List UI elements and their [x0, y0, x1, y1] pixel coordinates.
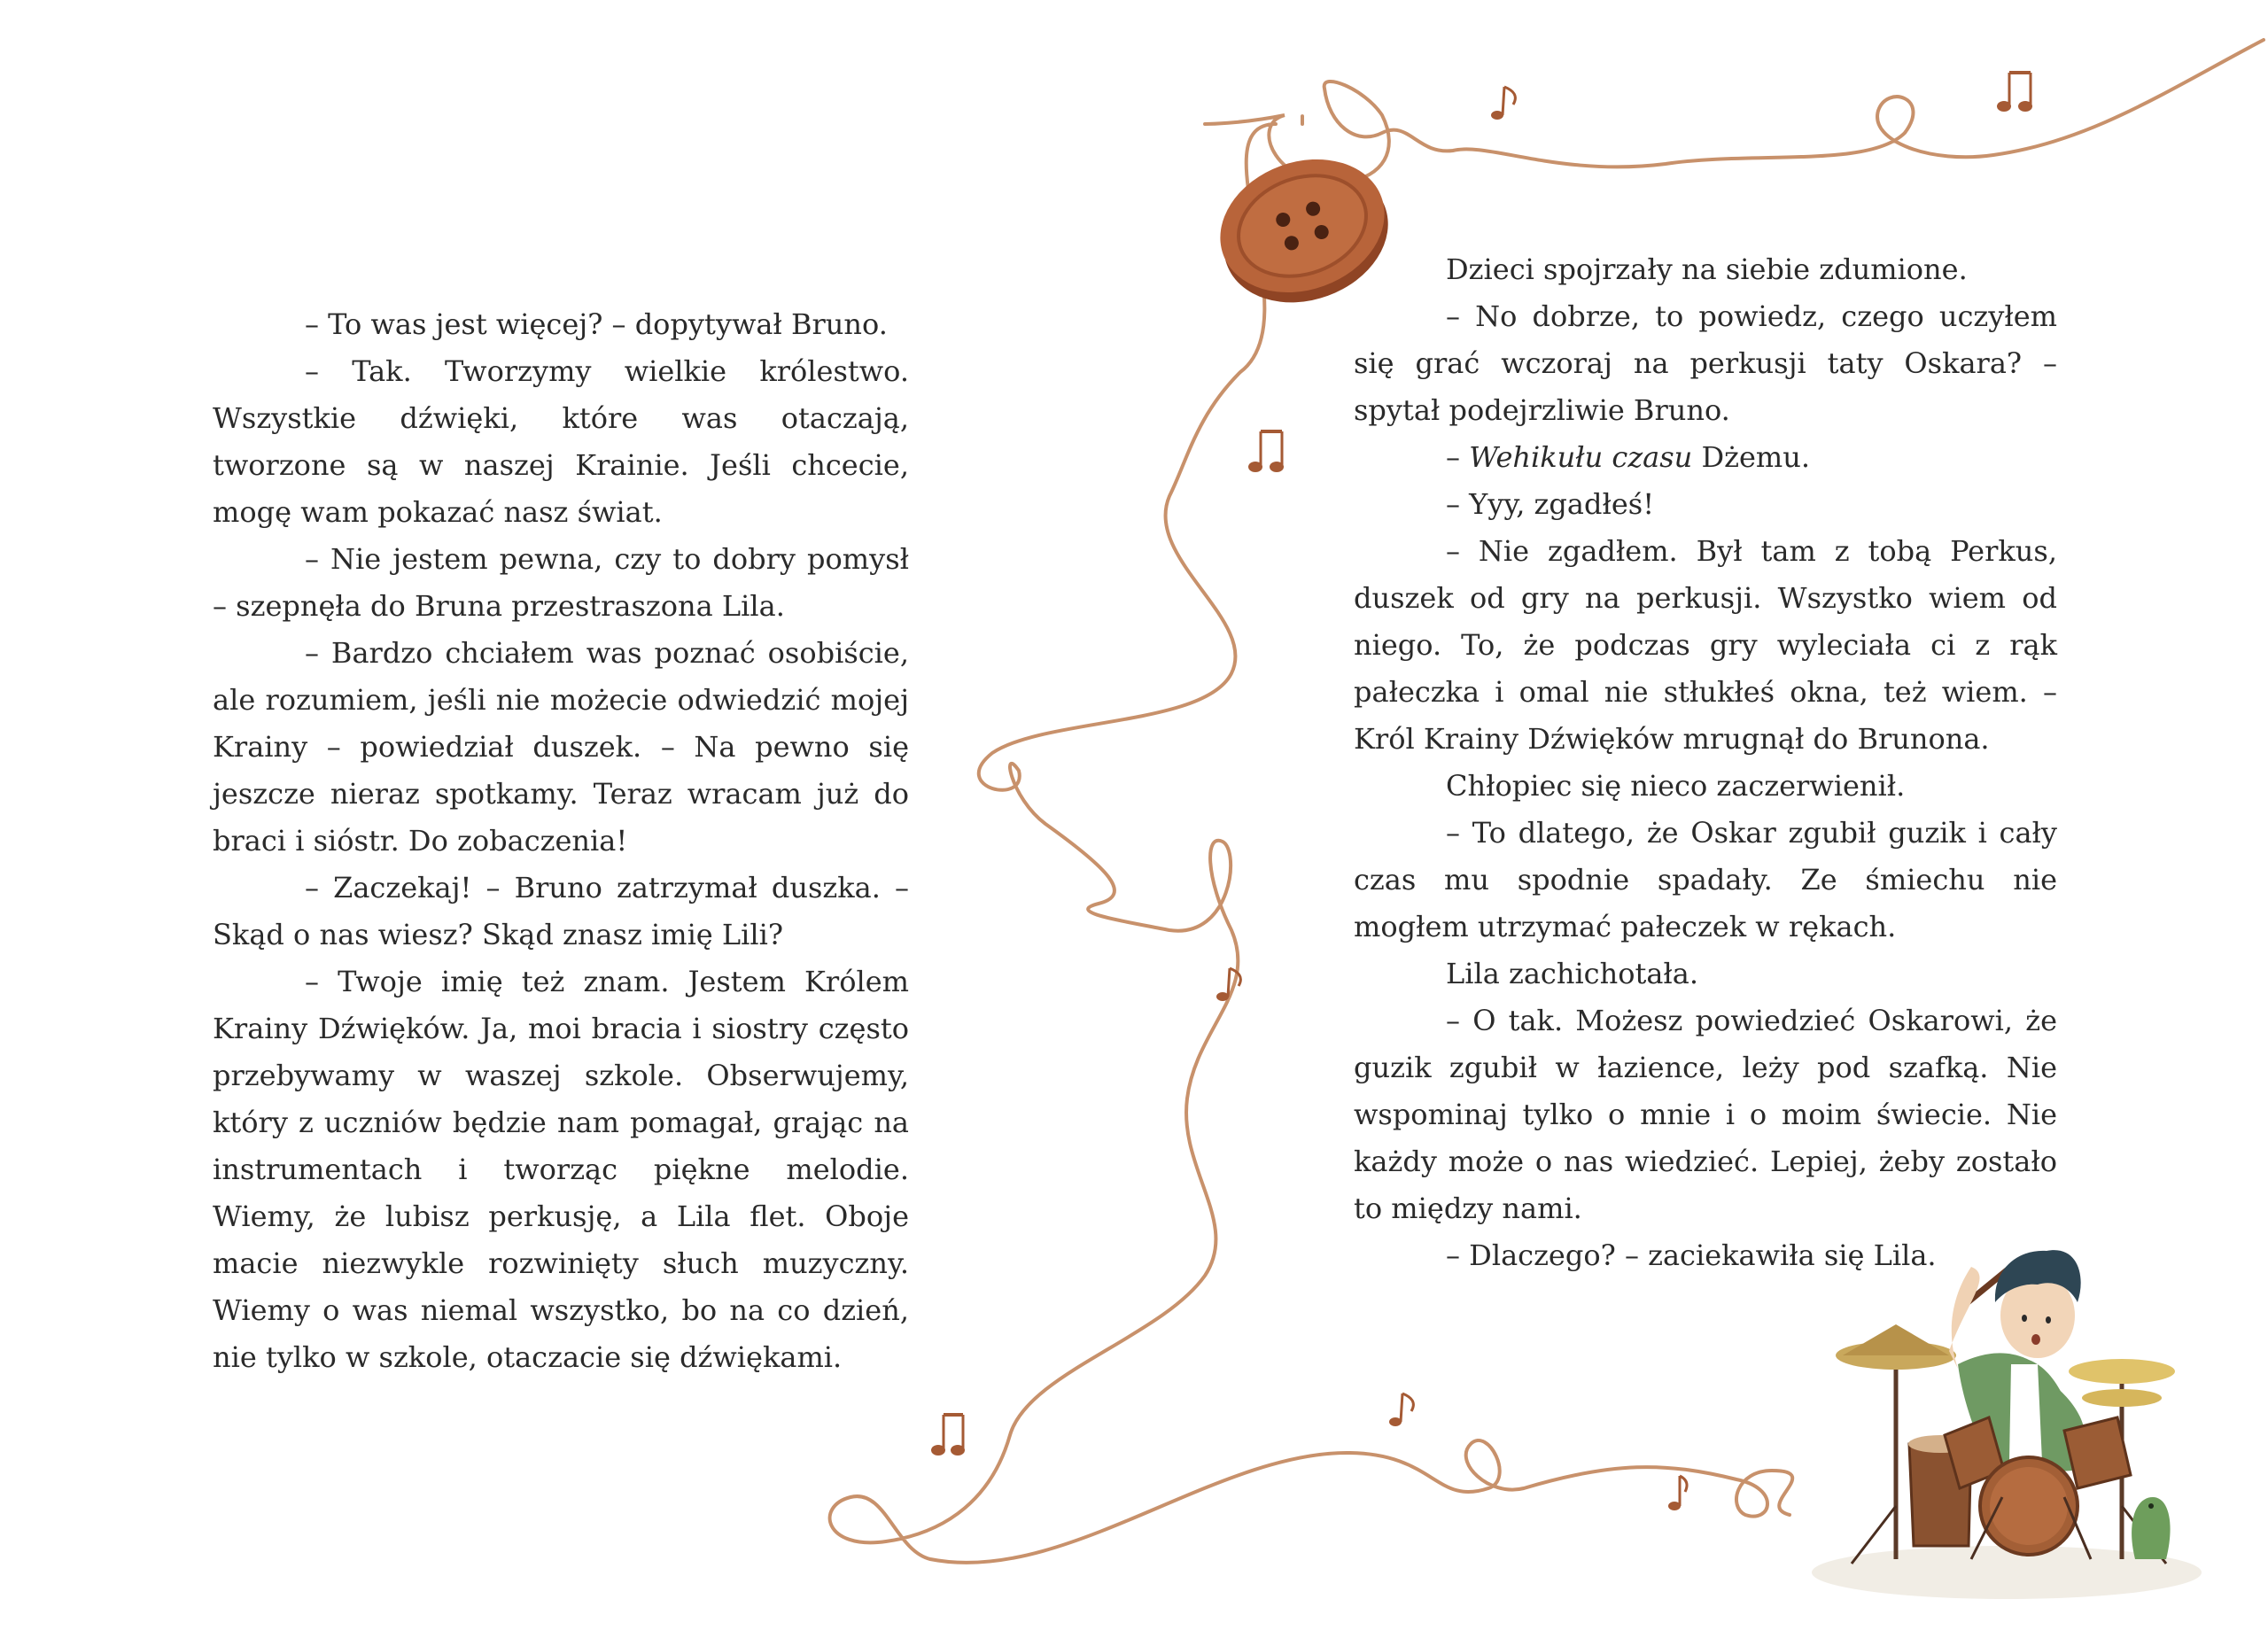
paragraph: – Bardzo chciałem was poznać osobiście, ale rozumiem, jeśli nie możecie odwiedzić mojej Krainy – powiedział duszek. – Na pewno się jeszcze nieraz spotkamy. Teraz wracam już do braci i sióstr. Do zobaczenia!	[213, 636, 909, 858]
paragraph: – Tak. Tworzymy wielkie królestwo. Wszystkie dźwięki, które was otaczają, tworzone są w naszej Krainie. Jeśli chcecie, mogę wam pokazać nasz świat.	[213, 354, 909, 529]
paragraph: Lila zachichotała.	[1446, 957, 1699, 990]
right-page-text	[1354, 246, 2057, 1279]
paragraph: – To dlatego, że Oskar zgubił guzik i cały czas mu spodnie spadały. Ze śmiechu nie mogłem utrzymać pałeczek w rękach.	[1354, 816, 2057, 943]
paragraph: Chłopiec się nieco zaczerwienił.	[1446, 769, 1906, 803]
paragraph	[1354, 434, 2057, 481]
paragraph: – Dlaczego? – zaciekawiła się Lila.	[1446, 1238, 1937, 1272]
paragraph: – Twoje imię też znam. Jestem Królem Krainy Dźwięków. Ja, moi bracia i siostry często przebywamy w waszej szkole. Obserwujemy, który z uczniów będzie nam pomagał, grając na instrumentach i tworząc piękne melodie. Wiemy, że lubisz perkusję, a Lila flet. Oboje macie niezwykle rozwinięty słuch muzyczny. Wiemy o was niemal wszystko, bo na co dzień, nie tylko w szkole, otaczacie się dźwiękami.	[213, 965, 909, 1374]
dash: –	[1446, 440, 1460, 474]
left-page-text	[213, 301, 909, 1381]
paragraph: – O tak. Możesz powiedzieć Oskarowi, że guzik zgubił w łazience, leży pod szafką. Nie wspominaj tylko o mnie i o moim świecie. Nie każdy może o nas wiedzieć. Lepiej, żeby zostało to między nami.	[1354, 1004, 2057, 1225]
song-title: Wehikułu czasu	[1469, 440, 1693, 474]
paragraph: – Zaczekaj! – Bruno zatrzymał duszka. – Skąd o nas wiesz? Skąd znasz imię Lili?	[213, 871, 909, 951]
paragraph: Dzieci spojrzały na siebie zdumione.	[1446, 252, 1968, 286]
paragraph: – Nie jestem pewna, czy to dobry pomysł – szepnęła do Bruna przestraszona Lila.	[213, 542, 909, 623]
drummer-illustration	[1812, 1250, 2202, 1599]
paragraph: – Nie zgadłem. Był tam z tobą Perkus, duszek od gry na perkusji. Wszystko wiem od niego. To, że podczas gry wyleciała ci z rąk pałeczka i omal nie stłukłeś okna, też wiem. – Król Krainy Dźwięków mrugnął do Brunona.	[1354, 534, 2057, 756]
paragraph-rest: Dżemu.	[1701, 440, 1811, 474]
paragraph: – To was jest więcej? – dopytywał Bruno.	[305, 307, 888, 341]
paragraph: – Yyy, zgadłeś!	[1446, 487, 1655, 521]
paragraph: – No dobrze, to powiedz, czego uczyłem się grać wczoraj na perkusji taty Oskara? – spytał podejrzliwie Bruno.	[1354, 299, 2057, 427]
